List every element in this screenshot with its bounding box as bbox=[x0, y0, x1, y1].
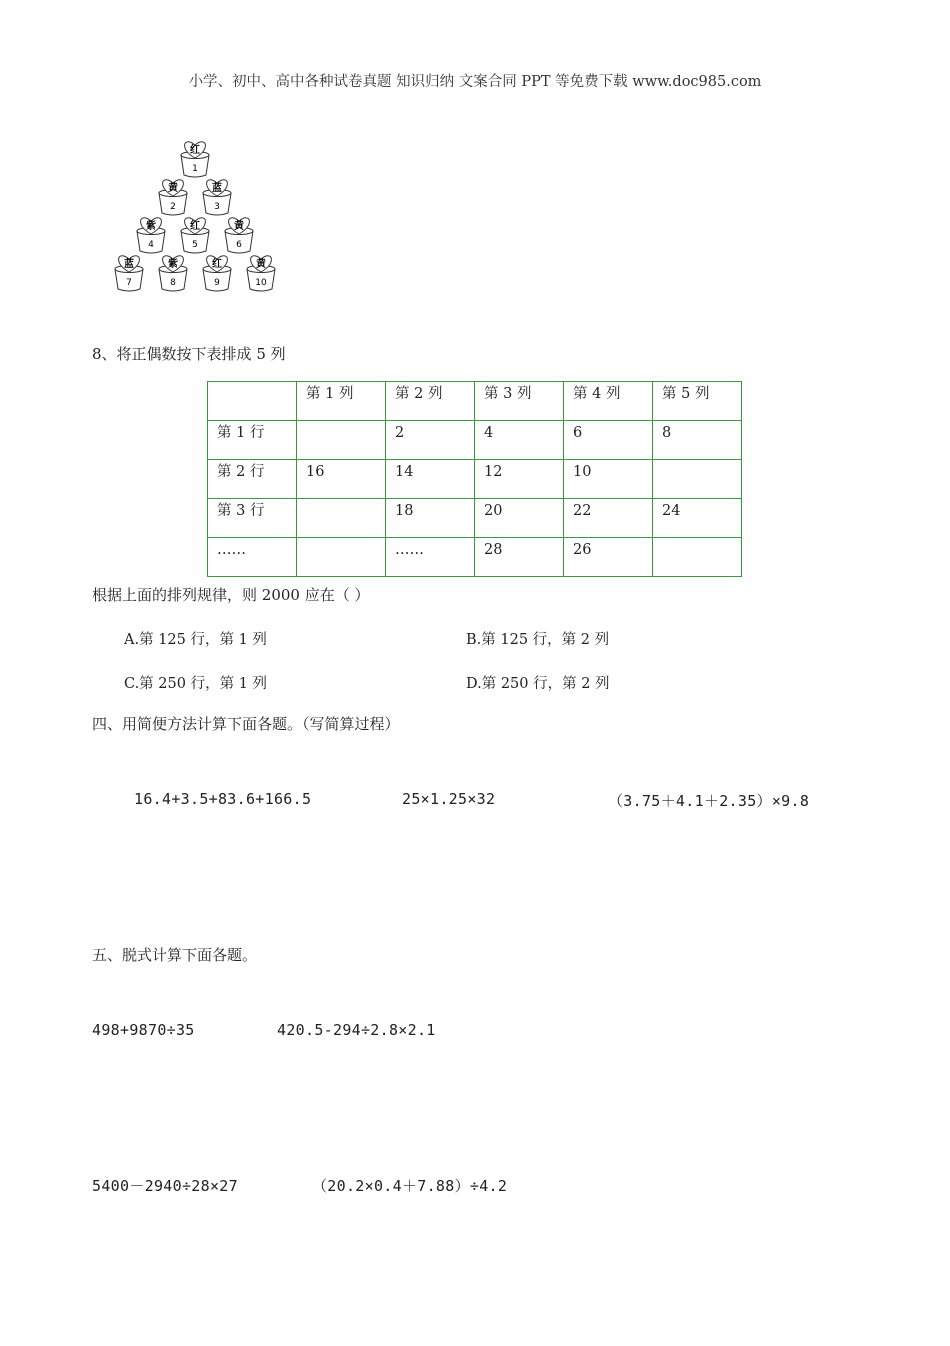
table-cell bbox=[297, 538, 386, 577]
table-cell: 6 bbox=[564, 421, 653, 460]
table-row bbox=[208, 421, 742, 460]
bucket-color-label: 红 bbox=[212, 259, 222, 270]
bucket-number-label: 8 bbox=[170, 278, 176, 288]
table-cell: 4 bbox=[475, 421, 564, 460]
table-row bbox=[208, 538, 742, 577]
section-4-expr-3: （3.75＋4.1＋2.35）×9.8 bbox=[608, 792, 810, 810]
bucket-pyramid-figure bbox=[105, 140, 295, 305]
bucket-color-label: 黄 bbox=[168, 183, 178, 194]
bucket bbox=[247, 256, 275, 291]
section-5-expr-1: 498+9870÷35 bbox=[92, 1021, 195, 1039]
bucket bbox=[159, 256, 187, 291]
section-5-title: 五、脱式计算下面各题。 bbox=[92, 946, 258, 964]
table-cell: 14 bbox=[386, 460, 475, 499]
bucket-number-label: 5 bbox=[192, 240, 198, 250]
option-a: A.第 125 行，第 1 列 bbox=[124, 632, 267, 648]
section-4-expr-1: 16.4+3.5+83.6+166.5 bbox=[134, 790, 312, 808]
table-cell: 24 bbox=[653, 499, 742, 538]
table-cell: 第 1 列 bbox=[297, 382, 386, 421]
table-row bbox=[208, 460, 742, 499]
table-cell: 第 3 行 bbox=[208, 499, 297, 538]
table-cell: 第 2 行 bbox=[208, 460, 297, 499]
bucket bbox=[137, 218, 165, 253]
table-cell: 12 bbox=[475, 460, 564, 499]
bucket-color-label: 黄 bbox=[234, 221, 244, 232]
page-header: 小学、初中、高中各种试卷真题 知识归纳 文案合同 PPT 等免费下载 www.doc985.com bbox=[188, 74, 762, 90]
bucket-color-label: 紫 bbox=[168, 259, 178, 270]
table-cell: 22 bbox=[564, 499, 653, 538]
table-cell bbox=[208, 382, 297, 421]
table-cell: 26 bbox=[564, 538, 653, 577]
bucket-color-label: 红 bbox=[190, 145, 200, 156]
question-8-prompt: 根据上面的排列规律，则 2000 应在（ ） bbox=[92, 586, 370, 604]
bucket bbox=[203, 180, 231, 215]
table-cell bbox=[297, 421, 386, 460]
table-row bbox=[208, 382, 742, 421]
bucket-number-label: 3 bbox=[214, 202, 220, 212]
bucket-color-label: 红 bbox=[190, 221, 200, 232]
bucket bbox=[203, 256, 231, 291]
even-number-table bbox=[207, 381, 742, 577]
table-cell bbox=[297, 499, 386, 538]
bucket bbox=[181, 142, 209, 177]
bucket-color-label: 蓝 bbox=[212, 183, 222, 194]
table-cell: 16 bbox=[297, 460, 386, 499]
table-cell: 2 bbox=[386, 421, 475, 460]
bucket-number-label: 6 bbox=[236, 240, 242, 250]
option-d: D.第 250 行，第 2 列 bbox=[466, 676, 610, 692]
bucket-number-label: 2 bbox=[170, 202, 176, 212]
table-cell: 第 3 列 bbox=[475, 382, 564, 421]
bucket bbox=[159, 180, 187, 215]
table-cell: 20 bbox=[475, 499, 564, 538]
table-cell: 第 1 行 bbox=[208, 421, 297, 460]
table-cell: 8 bbox=[653, 421, 742, 460]
section-5-expr-2: 420.5-294÷2.8×2.1 bbox=[277, 1021, 436, 1039]
table-cell: 10 bbox=[564, 460, 653, 499]
table-cell: 28 bbox=[475, 538, 564, 577]
table-cell: …… bbox=[386, 538, 475, 577]
table-cell: 第 2 列 bbox=[386, 382, 475, 421]
section-5-expr-3: 5400－2940÷28×27 bbox=[92, 1177, 238, 1195]
table-cell bbox=[653, 460, 742, 499]
bucket bbox=[181, 218, 209, 253]
section-5-expr-4: （20.2×0.4＋7.88）÷4.2 bbox=[312, 1177, 508, 1195]
option-c: C.第 250 行，第 1 列 bbox=[124, 676, 268, 692]
bucket-color-label: 黄 bbox=[256, 259, 266, 270]
bucket-number-label: 4 bbox=[148, 240, 154, 250]
bucket-number-label: 10 bbox=[255, 278, 267, 288]
bucket-number-label: 7 bbox=[126, 278, 132, 288]
option-b: B.第 125 行，第 2 列 bbox=[466, 632, 610, 648]
table-cell: …… bbox=[208, 538, 297, 577]
table-cell bbox=[653, 538, 742, 577]
bucket-color-label: 蓝 bbox=[124, 259, 134, 270]
bucket-number-label: 1 bbox=[192, 164, 198, 174]
bucket-number-label: 9 bbox=[214, 278, 220, 288]
section-4-expr-2: 25×1.25×32 bbox=[402, 790, 496, 808]
section-4-title: 四、用简便方法计算下面各题。（写简算过程） bbox=[92, 715, 400, 733]
table-cell: 第 4 列 bbox=[564, 382, 653, 421]
bucket bbox=[115, 256, 143, 291]
table-cell: 18 bbox=[386, 499, 475, 538]
question-8-title: 8、将正偶数按下表排成 5 列 bbox=[92, 345, 286, 363]
bucket bbox=[225, 218, 253, 253]
table-cell: 第 5 列 bbox=[653, 382, 742, 421]
bucket-color-label: 紫 bbox=[146, 221, 156, 232]
table-row bbox=[208, 499, 742, 538]
